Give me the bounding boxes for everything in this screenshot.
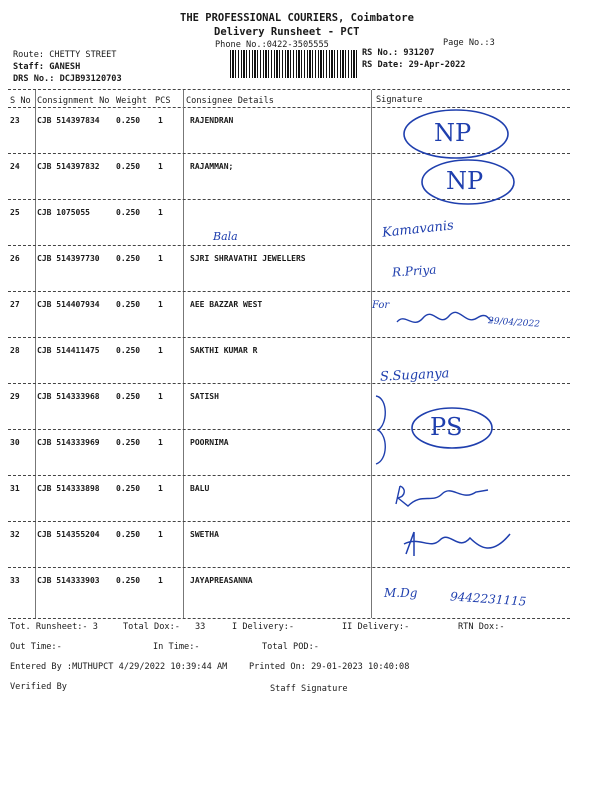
row-consignment: CJB 514333903 — [37, 576, 100, 585]
row-divider — [8, 521, 570, 522]
handwritten-signature: For — [372, 300, 390, 311]
handwritten-scribble — [392, 482, 492, 512]
barcode — [230, 50, 358, 78]
row-pcs: 1 — [158, 392, 163, 401]
row-consignment: CJB 514333969 — [37, 438, 100, 447]
stamp-text: NP — [446, 167, 484, 195]
brace-mark — [372, 394, 392, 466]
handwritten-signature: M.Dg — [384, 586, 418, 600]
runsheet-subtitle: Delivery Runsheet - PCT — [214, 26, 360, 38]
row-pcs: 1 — [158, 300, 163, 309]
entered-by: Entered By :MUTHUPCT 4/29/2022 10:39:44 AM — [10, 662, 228, 672]
total-pod: Total POD:- — [262, 642, 319, 652]
row-weight: 0.250 — [116, 254, 141, 263]
drs-number: DRS No.: DCJB93120703 — [13, 74, 122, 84]
row-weight: 0.250 — [116, 208, 141, 217]
row-divider — [8, 245, 570, 246]
row-consignment: CJB 514397730 — [37, 254, 100, 263]
handwritten-signature: R.Priya — [391, 262, 437, 280]
company-title: THE PROFESSIONAL COURIERS, Coimbatore — [180, 12, 414, 24]
tot-runsheet: Tot. Runsheet:- 3 — [10, 622, 98, 632]
divider — [8, 618, 570, 619]
row-sno: 24 — [10, 162, 20, 171]
handwritten-note: Bala — [213, 230, 238, 243]
printed-on: Printed On: 29-01-2023 10:40:08 — [249, 662, 410, 672]
row-sno: 26 — [10, 254, 20, 263]
row-weight: 0.250 — [116, 392, 141, 401]
row-consignment: CJB 514333968 — [37, 392, 100, 401]
handwritten-date: 29/04/2022 — [487, 316, 541, 330]
row-weight: 0.250 — [116, 162, 141, 171]
row-consignee: SAKTHI KUMAR R — [190, 346, 258, 355]
row-consignment: CJB 1075055 — [37, 208, 90, 217]
handwritten-scribble — [400, 526, 520, 562]
row-consignee: SATISH — [190, 392, 219, 401]
col-weight: Weight — [116, 96, 148, 106]
phone-number: Phone No.:0422-3505555 — [215, 40, 329, 50]
page-number: Page No.:3 — [443, 38, 495, 48]
divider — [8, 89, 570, 90]
row-sno: 27 — [10, 300, 20, 309]
handwritten-signature: Kamavanis — [381, 218, 455, 241]
column-line — [371, 90, 372, 618]
row-weight: 0.250 — [116, 438, 141, 447]
row-weight: 0.250 — [116, 300, 141, 309]
stamp-text: NP — [434, 119, 472, 147]
col-sno: S No — [10, 96, 31, 106]
row-pcs: 1 — [158, 576, 163, 585]
i-delivery: I Delivery:- — [232, 622, 295, 632]
row-pcs: 1 — [158, 116, 163, 125]
row-consignment: CJB 514397834 — [37, 116, 100, 125]
row-consignee: RAJAMMAN; — [190, 162, 234, 171]
staff-signature-label: Staff Signature — [270, 684, 348, 694]
out-time: Out Time:- — [10, 642, 62, 652]
row-consignment: CJB 514397832 — [37, 162, 100, 171]
row-consignment: CJB 514333898 — [37, 484, 100, 493]
row-consignment: CJB 514407934 — [37, 300, 100, 309]
column-line — [35, 90, 36, 618]
row-consignee: RAJENDRAN — [190, 116, 234, 125]
row-pcs: 1 — [158, 162, 163, 171]
handwritten-scribble — [395, 310, 495, 330]
total-dox-label: Total Dox:- — [123, 622, 180, 632]
row-consignee: SJRI SHRAVATHI JEWELLERS — [190, 254, 306, 263]
row-sno: 23 — [10, 116, 20, 125]
row-sno: 28 — [10, 346, 20, 355]
row-sno: 31 — [10, 484, 20, 493]
row-weight: 0.250 — [116, 530, 141, 539]
rs-date: RS Date: 29-Apr-2022 — [362, 60, 466, 70]
row-sno: 29 — [10, 392, 20, 401]
column-line — [183, 90, 184, 618]
stamp-text: PS — [430, 413, 463, 441]
row-consignee: AEE BAZZAR WEST — [190, 300, 263, 309]
rs-number: RS No.: 931207 — [362, 48, 435, 58]
row-pcs: 1 — [158, 530, 163, 539]
row-pcs: 1 — [158, 484, 163, 493]
in-time: In Time:- — [153, 642, 200, 652]
row-sno: 32 — [10, 530, 20, 539]
rtn-dox: RTN Dox:- — [458, 622, 505, 632]
total-dox-value: 33 — [195, 622, 206, 632]
staff: Staff: GANESH — [13, 62, 81, 72]
row-pcs: 1 — [158, 208, 163, 217]
row-divider — [8, 475, 570, 476]
row-consignment: CJB 514355204 — [37, 530, 100, 539]
row-weight: 0.250 — [116, 346, 141, 355]
col-consignment: Consignment No — [37, 96, 110, 106]
row-consignment: CJB 514411475 — [37, 346, 100, 355]
handwritten-signature: S.Suganya — [379, 366, 450, 385]
row-divider — [8, 337, 570, 338]
handwritten-phone: 9442231115 — [449, 589, 527, 609]
row-sno: 25 — [10, 208, 20, 217]
row-divider — [8, 567, 570, 568]
row-weight: 0.250 — [116, 116, 141, 125]
row-weight: 0.250 — [116, 576, 141, 585]
row-divider — [8, 383, 570, 384]
verified-by: Verified By — [10, 682, 67, 692]
row-pcs: 1 — [158, 346, 163, 355]
row-sno: 33 — [10, 576, 20, 585]
row-divider — [8, 291, 570, 292]
row-consignee: JAYAPREASANNA — [190, 576, 253, 585]
col-signature: Signature — [376, 95, 423, 105]
col-consignee: Consignee Details — [186, 96, 274, 106]
row-pcs: 1 — [158, 438, 163, 447]
route: Route: CHETTY STREET — [13, 50, 117, 60]
row-pcs: 1 — [158, 254, 163, 263]
row-consignee: SWETHA — [190, 530, 219, 539]
ii-delivery: II Delivery:- — [342, 622, 410, 632]
col-pcs: PCS — [155, 96, 171, 106]
row-consignee: POORNIMA — [190, 438, 229, 447]
row-consignee: BALU — [190, 484, 210, 493]
row-weight: 0.250 — [116, 484, 141, 493]
row-sno: 30 — [10, 438, 20, 447]
